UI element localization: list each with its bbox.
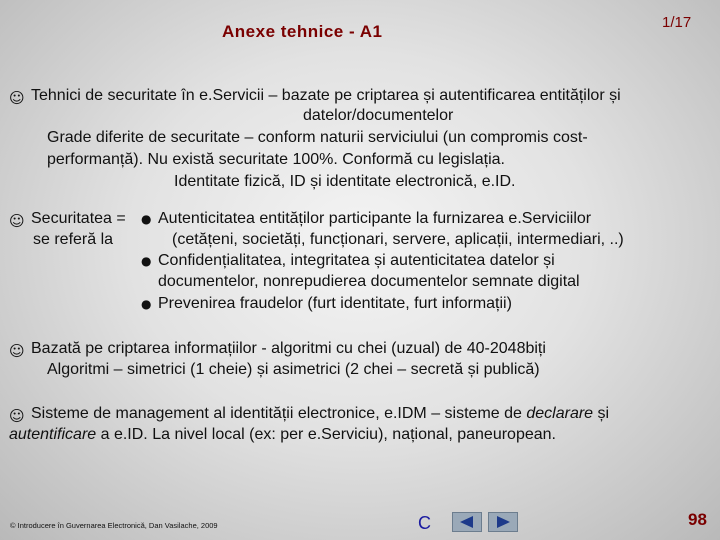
arrow-right-icon <box>494 516 512 528</box>
dot-bullet-icon: ● <box>141 212 152 226</box>
section3-line1-rest: - algoritmi cu chei (uzual) de 40-2048biți <box>256 340 546 357</box>
section2-label-line1: Securitatea = <box>31 210 126 227</box>
section4-line1-start: Sisteme de management al identității electronice, e.IDM – sisteme de <box>31 405 527 422</box>
slide-title: Anexe tehnice - A1 <box>222 22 383 41</box>
page-indicator: 1/17 <box>662 14 692 31</box>
dot-bullet-icon: ● <box>141 254 152 268</box>
smiley-bullet-icon: ☺ <box>9 407 25 425</box>
section3-line2: Algoritmi – simetrici (1 cheie) și asimetrici (2 chei – secretă și publică) <box>47 361 540 378</box>
section1-line1: Tehnici de securitate în e.Servicii – bazate pe criptarea și autentificarea entităților și <box>31 87 621 104</box>
section1-line5: Identitate fizică, ID și identitate electronică, e.ID. <box>174 173 516 190</box>
slide-number: 98 <box>688 510 707 529</box>
section2-label-line2: se referă la <box>33 231 114 248</box>
smiley-bullet-icon: ☺ <box>9 212 25 230</box>
section2-item-authenticity: Autenticitatea entităților participante la furnizarea e.Serviciilor <box>158 210 592 227</box>
section4-autentificare: autentificare <box>9 426 97 443</box>
section2-confidentiality-detail: documentelor, nonrepudierea documentelor semnate digital <box>158 273 580 290</box>
smiley-bullet-icon: ☺ <box>9 89 25 107</box>
section1-line4: performanță). Nu există securitate 100%. Conformă cu legislația. <box>47 151 505 168</box>
footer-letter-c[interactable]: C <box>418 513 431 533</box>
next-slide-button[interactable] <box>488 512 518 532</box>
section2-item-confidentiality: Confidențialitatea, integritatea și autenticitatea datelor și <box>158 252 555 269</box>
section4-line2 <box>9 425 556 445</box>
section3-line1 <box>31 339 546 359</box>
previous-slide-button[interactable] <box>452 512 482 532</box>
section4-line1-end: și <box>593 405 610 422</box>
arrow-left-icon <box>458 516 476 528</box>
section4-line1 <box>31 404 609 424</box>
dot-bullet-icon: ● <box>141 297 152 311</box>
footer-credit: © Introducere în Guvernarea Electronică, Dan Vasilache, 2009 <box>10 521 218 530</box>
section2-item-fraud: Prevenirea fraudelor (furt identitate, furt informații) <box>158 295 512 312</box>
smiley-bullet-icon: ☺ <box>9 342 25 360</box>
section4-declarare: declarare <box>526 405 594 422</box>
section1-line2: datelor/documentelor <box>303 107 454 124</box>
section1-line3: Grade diferite de securitate – conform naturii serviciului (un compromis cost- <box>47 129 588 146</box>
section4-line2-rest: a e.ID. La nivel local (ex: per e.Serviciu), național, paneuropean. <box>96 426 556 443</box>
section3-line1-main: Bazată pe criptarea informațiilor <box>31 340 257 357</box>
section2-authenticity-detail: (cetățeni, societăți, funcționari, servere, aplicații, intermediari, ..) <box>172 231 624 248</box>
